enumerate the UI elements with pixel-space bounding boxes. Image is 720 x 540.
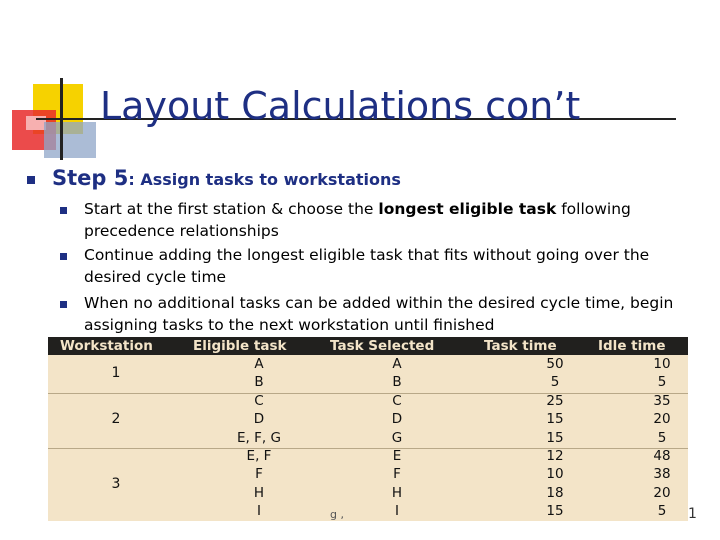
cell-idle-time: 10: [653, 356, 671, 372]
cell-task-selected: C: [392, 392, 402, 409]
cell-workstation: 2: [111, 411, 121, 428]
cell-idle-time: 35: [653, 392, 671, 409]
footer-text: g ,: [330, 508, 344, 521]
header-idle-time: Idle time: [598, 338, 666, 354]
cell-idle-time: 38: [653, 466, 671, 483]
cell-eligible-task: H: [253, 484, 265, 501]
cell-workstation: 3: [111, 475, 121, 492]
square-bullet-icon: [60, 207, 67, 214]
step-label: Step 5: [52, 166, 129, 190]
cell-task-selected: G: [391, 429, 403, 446]
header-workstation: Workstation: [60, 338, 153, 354]
cell-eligible-task: C: [254, 392, 264, 409]
step-heading: [52, 166, 401, 190]
task-assignment-table: [48, 337, 688, 521]
cell-eligible-task: F: [255, 466, 263, 483]
cell-task-selected: H: [391, 484, 403, 501]
cell-task-time: 5: [550, 374, 560, 391]
cell-task-time: 25: [546, 392, 564, 409]
cell-idle-time: 20: [653, 411, 671, 428]
cell-idle-time: 5: [657, 374, 667, 391]
step-text: : Assign tasks to workstations: [128, 170, 401, 189]
cell-idle-time: 5: [657, 429, 667, 446]
cell-task-selected: F: [393, 466, 401, 483]
bullet-text-run: Continue adding the longest eligible task that fits without going over the desired cycle time: [84, 246, 650, 286]
cell-idle-time: 5: [657, 503, 667, 520]
cell-task-time: 50: [546, 356, 564, 372]
slide-title: Layout Calculations con’t: [100, 84, 581, 128]
cell-eligible-task: D: [253, 411, 265, 428]
table-header: [48, 337, 688, 355]
cell-task-selected: B: [392, 374, 402, 391]
cell-task-time: 12: [546, 448, 564, 464]
bullet-text-run: Start at the first station & choose the: [84, 200, 379, 218]
sub-bullet-text: [84, 292, 684, 336]
cell-eligible-task: E, F: [246, 448, 272, 464]
cell-task-time: 10: [546, 466, 564, 483]
header-task-time: Task time: [484, 338, 557, 354]
cell-task-selected: E: [392, 448, 402, 464]
decor-blue-square: [44, 122, 96, 158]
bullet-emphasis: longest eligible task: [378, 200, 557, 218]
cell-eligible-task: B: [254, 374, 264, 391]
cell-eligible-task: A: [254, 356, 264, 372]
cell-workstation: 1: [111, 365, 121, 382]
cell-eligible-task: I: [257, 503, 261, 520]
bullet-text-run: When no additional tasks can be added within the desired cycle time, begin assigning tasks to the next workstation until finished: [84, 294, 674, 334]
cell-eligible-task: E, F, G: [237, 429, 281, 446]
cell-task-time: 15: [546, 411, 564, 428]
cell-task-time: 15: [546, 429, 564, 446]
cell-idle-time: 20: [653, 484, 671, 501]
square-bullet-icon: [60, 253, 67, 260]
cell-task-selected: D: [391, 411, 403, 428]
header-eligible-task: Eligible task: [193, 338, 287, 354]
sub-bullet-text: [84, 198, 684, 242]
cell-idle-time: 48: [653, 448, 671, 464]
bullet-text-run: following precedence relationships: [84, 200, 631, 240]
page-number: 1: [688, 506, 697, 522]
cell-task-selected: I: [395, 503, 399, 520]
square-bullet-icon: [60, 301, 67, 308]
header-task-selected: Task Selected: [330, 338, 435, 354]
sub-bullet-text: [84, 244, 684, 288]
cell-task-time: 18: [546, 484, 564, 501]
cell-task-time: 15: [546, 503, 564, 520]
square-bullet-icon: [27, 176, 35, 184]
cell-task-selected: A: [392, 356, 402, 372]
